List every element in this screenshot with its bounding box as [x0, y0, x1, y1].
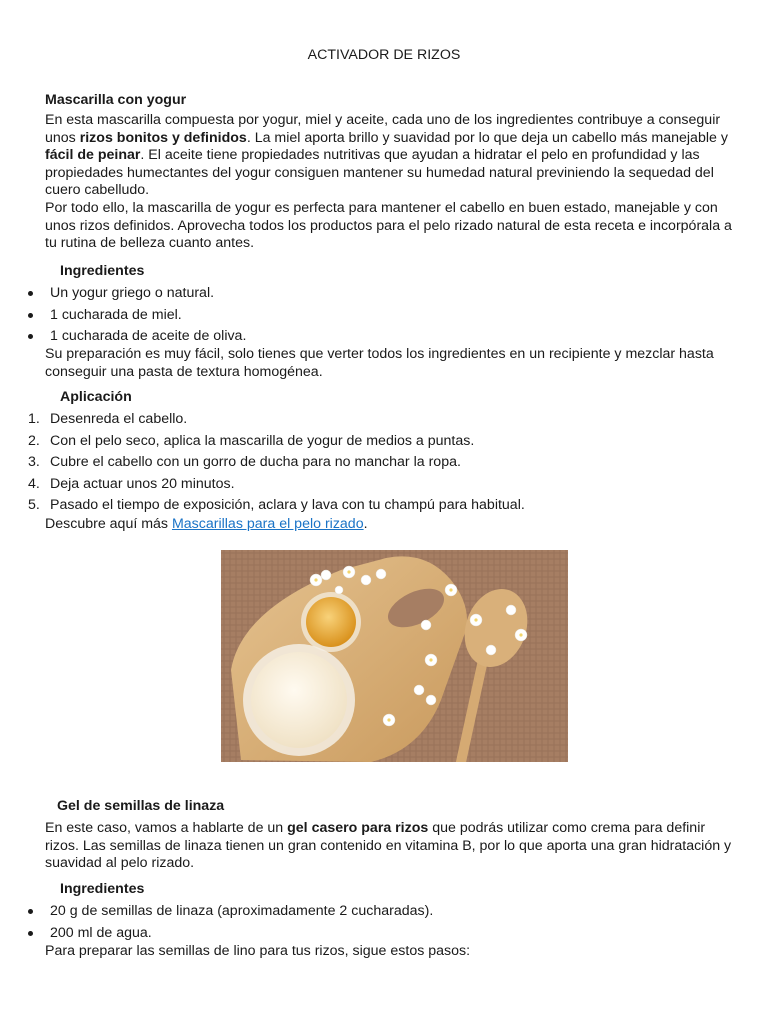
intro-paragraph	[45, 112, 735, 253]
ingredients-list-2	[50, 903, 740, 946]
intro-text-2: Por todo ello, la mascarilla de yogur es perfecta para mantener el cabello en buen estado, manejable y con unos rizos definidos. Aprovecha todos los productos para el pelo rizado natural de esta receta e incorpórala a tu rutina de belleza cuanto antes.	[45, 199, 732, 252]
bullet-icon	[28, 291, 33, 296]
bullet-icon	[28, 909, 33, 914]
list-item: 2. Con el pelo seco, aplica la mascarilla de yogur de medios a puntas.	[28, 432, 475, 449]
application-steps	[28, 411, 740, 519]
ingredients-heading: Ingredientes	[60, 263, 145, 279]
mascarillas-link[interactable]: Mascarillas para el pelo rizado	[171, 516, 364, 532]
list-item: 4. Deja actuar unos 20 minutos.	[28, 475, 235, 492]
preparation-paragraph: Su preparación es muy fácil, solo tienes que verter todos los ingredientes en un recipiente y mezclar hasta conseguir una pasta de textura homogénea.	[45, 346, 714, 380]
ingredients-heading-2: Ingredientes	[60, 881, 145, 897]
document-title: ACTIVADOR DE RIZOS	[307, 47, 461, 63]
steps-intro-paragraph: Para preparar las semillas de lino para tus rizos, sigue estos pasos:	[45, 943, 471, 959]
list-item: 5. Pasado el tiempo de exposición, aclara y lava con tu champú para habitual.	[28, 497, 525, 513]
bullet-icon	[28, 334, 33, 339]
list-item: 200 ml de agua.	[50, 925, 740, 947]
list-item: 1. Desenreda el cabello.	[28, 411, 188, 427]
section-heading-flaxseed-gel: Gel de semillas de linaza	[57, 798, 225, 814]
application-heading: Aplicación	[60, 389, 132, 405]
intro-text: En esta mascarilla compuesta por yogur, miel y aceite, cada uno de los ingredientes contribuye a conseguir unos rizos bonitos y definidos. La miel aporta brillo y suavidad por lo que deja un cabello más manejable y fácil de peinar. El aceite tiene propiedades nutritivas que ayudan a hidratar el pelo en profundidad y las propiedades humectantes del yogur consiguen mantener su humedad natural previniendo la sequedad del cuero cabelludo.	[45, 112, 728, 199]
section-heading-yogurt-mask: Mascarilla con yogur	[45, 92, 187, 108]
list-item: 1 cucharada de miel.	[50, 307, 740, 329]
list-item: 3. Cubre el cabello con un gorro de ducha para no manchar la ropa.	[28, 454, 461, 470]
flaxseed-intro-paragraph: En este caso, vamos a hablarte de un gel casero para rizos que podrás utilizar como crema para definir rizos. Las semillas de linaza tienen un gran contenido en vitamina B, por lo que aporta una gran hidratación y suavidad al pelo rizado.	[45, 820, 732, 872]
yogurt-honey-mask-photo	[221, 550, 568, 762]
bullet-icon	[28, 313, 33, 318]
list-item: 1 cucharada de aceite de oliva.	[50, 328, 740, 350]
list-item: 20 g de semillas de linaza (aproximadamente 2 cucharadas).	[50, 903, 740, 925]
more-line: Descubre aquí más Mascarillas para el pelo rizado.	[45, 516, 368, 532]
list-item: Un yogur griego o natural.	[50, 285, 740, 307]
bullet-icon	[28, 931, 33, 936]
ingredients-list	[50, 285, 740, 350]
